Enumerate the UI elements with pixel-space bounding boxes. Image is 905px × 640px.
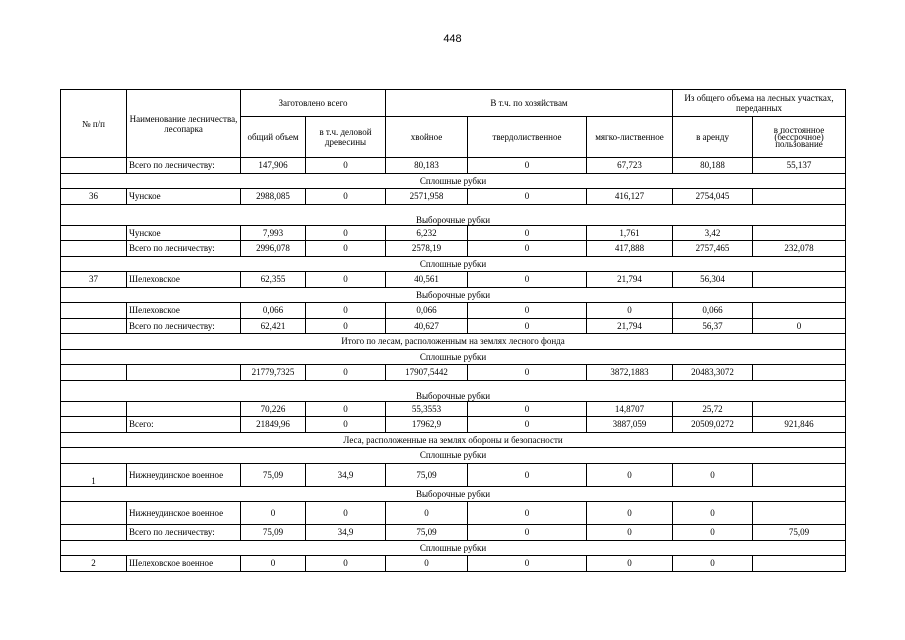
section-row xyxy=(61,380,846,401)
forest-harvest-table xyxy=(60,89,846,572)
table-row xyxy=(61,525,846,541)
header-lease: в аренду xyxy=(673,117,753,158)
coniferous-cell: 0 xyxy=(386,556,468,572)
business-wood-cell: 0 xyxy=(306,401,386,417)
total-volume-cell: 21779,7325 xyxy=(241,365,306,381)
total-volume-cell: 7,993 xyxy=(241,225,306,241)
header-business-wood: в т.ч. деловой древесины xyxy=(306,117,386,158)
softwood-cell: 0 xyxy=(587,556,673,572)
row-number: 37 xyxy=(61,272,127,288)
softwood-cell: 416,127 xyxy=(587,189,673,205)
coniferous-cell: 80,183 xyxy=(386,158,468,174)
total-volume-cell: 0 xyxy=(241,502,306,525)
section-row xyxy=(61,204,846,225)
row-number xyxy=(61,401,127,417)
permanent-cell: 55,137 xyxy=(753,158,846,174)
coniferous-cell: 17962,9 xyxy=(386,417,468,433)
header-name: Наименование лесничества, лесопарка xyxy=(127,90,241,158)
header-permanent: в постоянное (бессрочное) пользование xyxy=(753,117,846,158)
hardwood-cell: 0 xyxy=(468,318,587,334)
table-row xyxy=(61,189,846,205)
forestry-name xyxy=(127,365,241,381)
permanent-cell: 232,078 xyxy=(753,241,846,257)
permanent-cell xyxy=(753,189,846,205)
coniferous-cell: 40,561 xyxy=(386,272,468,288)
business-wood-cell: 0 xyxy=(306,318,386,334)
table-row xyxy=(61,225,846,241)
hardwood-cell: 0 xyxy=(468,365,587,381)
total-volume-cell: 2988,085 xyxy=(241,189,306,205)
lease-cell: 3,42 xyxy=(673,225,753,241)
section-title: Сплошные рубки xyxy=(61,448,846,464)
forestry-name: Чунское xyxy=(127,189,241,205)
table-row xyxy=(61,401,846,417)
forestry-name: Нижнеудинское военное xyxy=(127,502,241,525)
business-wood-cell: 0 xyxy=(306,502,386,525)
business-wood-cell: 0 xyxy=(306,189,386,205)
section-row xyxy=(61,287,846,303)
header-from-total: Из общего объема на лесных участках, переданных xyxy=(673,90,846,117)
forestry-name: Шелеховское xyxy=(127,303,241,319)
coniferous-cell: 40,627 xyxy=(386,318,468,334)
lease-cell: 80,188 xyxy=(673,158,753,174)
header-total-volume: общий объем xyxy=(241,117,306,158)
section-title: Сплошные рубки xyxy=(61,349,846,365)
table-row xyxy=(61,365,846,381)
permanent-cell xyxy=(753,401,846,417)
row-number xyxy=(61,525,127,541)
business-wood-cell: 0 xyxy=(306,556,386,572)
row-number xyxy=(61,417,127,433)
section-row xyxy=(61,349,846,365)
forestry-name: Нижнеудинское военное xyxy=(127,463,241,486)
business-wood-cell: 34,9 xyxy=(306,525,386,541)
section-row xyxy=(61,448,846,464)
lease-cell: 0 xyxy=(673,463,753,486)
forestry-name: Шелеховское xyxy=(127,272,241,288)
softwood-cell: 0 xyxy=(587,502,673,525)
section-title: Сплошные рубки xyxy=(61,173,846,189)
lease-cell: 0 xyxy=(673,525,753,541)
business-wood-cell: 0 xyxy=(306,272,386,288)
row-number xyxy=(61,502,127,525)
permanent-cell xyxy=(753,303,846,319)
hardwood-cell: 0 xyxy=(468,158,587,174)
hardwood-cell: 0 xyxy=(468,525,587,541)
business-wood-cell: 0 xyxy=(306,365,386,381)
softwood-cell: 21,794 xyxy=(587,272,673,288)
table-row xyxy=(61,303,846,319)
total-volume-cell: 0,066 xyxy=(241,303,306,319)
row-number xyxy=(61,158,127,174)
lease-cell: 25,72 xyxy=(673,401,753,417)
permanent-cell xyxy=(753,463,846,486)
lease-cell: 20483,3072 xyxy=(673,365,753,381)
hardwood-cell: 0 xyxy=(468,303,587,319)
table-row xyxy=(61,502,846,525)
coniferous-cell: 0 xyxy=(386,502,468,525)
softwood-cell: 0 xyxy=(587,303,673,319)
hardwood-cell: 0 xyxy=(468,556,587,572)
section-title: Леса, расположенные на землях обороны и безопасности xyxy=(61,432,846,448)
lease-cell: 0 xyxy=(673,556,753,572)
total-volume-cell: 75,09 xyxy=(241,525,306,541)
header-coniferous: хвойное xyxy=(386,117,468,158)
section-title: Выборочные рубки xyxy=(61,287,846,303)
section-title: Выборочные рубки xyxy=(61,204,846,225)
forestry-name: Всего по лесничеству: xyxy=(127,525,241,541)
forestry-name: Всего по лесничеству: xyxy=(127,318,241,334)
softwood-cell: 0 xyxy=(587,463,673,486)
section-row xyxy=(61,334,846,350)
coniferous-cell: 2578,19 xyxy=(386,241,468,257)
softwood-cell: 417,888 xyxy=(587,241,673,257)
section-title: Выборочные рубки xyxy=(61,486,846,502)
header-hardwood: твердолиственное xyxy=(468,117,587,158)
table-body xyxy=(61,158,846,572)
section-title: Итого по лесам, расположенным на землях лесного фонда xyxy=(61,334,846,350)
softwood-cell: 3887,059 xyxy=(587,417,673,433)
forestry-name: Всего: xyxy=(127,417,241,433)
table-row xyxy=(61,417,846,433)
row-number xyxy=(61,303,127,319)
row-number xyxy=(61,241,127,257)
business-wood-cell: 0 xyxy=(306,225,386,241)
permanent-cell xyxy=(753,225,846,241)
section-row xyxy=(61,256,846,272)
lease-cell: 56,37 xyxy=(673,318,753,334)
total-volume-cell: 70,226 xyxy=(241,401,306,417)
hardwood-cell: 0 xyxy=(468,189,587,205)
forestry-name xyxy=(127,401,241,417)
permanent-cell xyxy=(753,365,846,381)
section-row xyxy=(61,486,846,502)
total-volume-cell: 62,421 xyxy=(241,318,306,334)
lease-cell: 0 xyxy=(673,502,753,525)
table-row xyxy=(61,463,846,486)
lease-cell: 2754,045 xyxy=(673,189,753,205)
coniferous-cell: 2571,958 xyxy=(386,189,468,205)
forestry-name: Чунское xyxy=(127,225,241,241)
total-volume-cell: 147,906 xyxy=(241,158,306,174)
header-harvested-total: Заготовлено всего xyxy=(241,90,386,117)
softwood-cell: 3872,1883 xyxy=(587,365,673,381)
lease-cell: 0,066 xyxy=(673,303,753,319)
permanent-cell: 0 xyxy=(753,318,846,334)
table-row xyxy=(61,272,846,288)
table-header xyxy=(61,90,846,158)
section-title: Сплошные рубки xyxy=(61,256,846,272)
hardwood-cell: 0 xyxy=(468,272,587,288)
coniferous-cell: 6,232 xyxy=(386,225,468,241)
business-wood-cell: 0 xyxy=(306,303,386,319)
page-number: 448 xyxy=(443,33,462,45)
section-title: Выборочные рубки xyxy=(61,380,846,401)
softwood-cell: 21,794 xyxy=(587,318,673,334)
business-wood-cell: 0 xyxy=(306,241,386,257)
total-volume-cell: 0 xyxy=(241,556,306,572)
permanent-cell xyxy=(753,272,846,288)
forestry-name: Всего по лесничеству: xyxy=(127,158,241,174)
business-wood-cell: 0 xyxy=(306,158,386,174)
business-wood-cell: 34,9 xyxy=(306,463,386,486)
header-num: № п/п xyxy=(61,90,127,158)
total-volume-cell: 2996,078 xyxy=(241,241,306,257)
forestry-name: Всего по лесничеству: xyxy=(127,241,241,257)
row-number: 2 xyxy=(61,556,127,572)
softwood-cell: 0 xyxy=(587,525,673,541)
total-volume-cell: 75,09 xyxy=(241,463,306,486)
hardwood-cell: 0 xyxy=(468,225,587,241)
lease-cell: 2757,465 xyxy=(673,241,753,257)
section-row xyxy=(61,173,846,189)
lease-cell: 20509,0272 xyxy=(673,417,753,433)
hardwood-cell: 0 xyxy=(468,241,587,257)
table-row xyxy=(61,556,846,572)
softwood-cell: 14,8707 xyxy=(587,401,673,417)
permanent-cell: 921,846 xyxy=(753,417,846,433)
header-softwood: мягко-лиственное xyxy=(587,117,673,158)
permanent-cell xyxy=(753,502,846,525)
hardwood-cell: 0 xyxy=(468,401,587,417)
hardwood-cell: 0 xyxy=(468,417,587,433)
row-number xyxy=(61,225,127,241)
coniferous-cell: 55,3553 xyxy=(386,401,468,417)
coniferous-cell: 75,09 xyxy=(386,525,468,541)
table-row xyxy=(61,318,846,334)
permanent-cell: 75,09 xyxy=(753,525,846,541)
hardwood-cell: 0 xyxy=(468,502,587,525)
section-title: Сплошные рубки xyxy=(61,540,846,556)
total-volume-cell: 21849,96 xyxy=(241,417,306,433)
table-row xyxy=(61,158,846,174)
forestry-name: Шелеховское военное xyxy=(127,556,241,572)
coniferous-cell: 17907,5442 xyxy=(386,365,468,381)
section-row xyxy=(61,432,846,448)
hardwood-cell: 0 xyxy=(468,463,587,486)
row-number: 1 xyxy=(61,463,127,486)
coniferous-cell: 0,066 xyxy=(386,303,468,319)
softwood-cell: 67,723 xyxy=(587,158,673,174)
section-row xyxy=(61,540,846,556)
softwood-cell: 1,761 xyxy=(587,225,673,241)
total-volume-cell: 62,355 xyxy=(241,272,306,288)
row-number: 36 xyxy=(61,189,127,205)
coniferous-cell: 75,09 xyxy=(386,463,468,486)
table-row xyxy=(61,241,846,257)
permanent-cell xyxy=(753,556,846,572)
header-by-farms: В т.ч. по хозяйствам xyxy=(386,90,673,117)
row-number xyxy=(61,365,127,381)
row-number xyxy=(61,318,127,334)
lease-cell: 56,304 xyxy=(673,272,753,288)
business-wood-cell: 0 xyxy=(306,417,386,433)
